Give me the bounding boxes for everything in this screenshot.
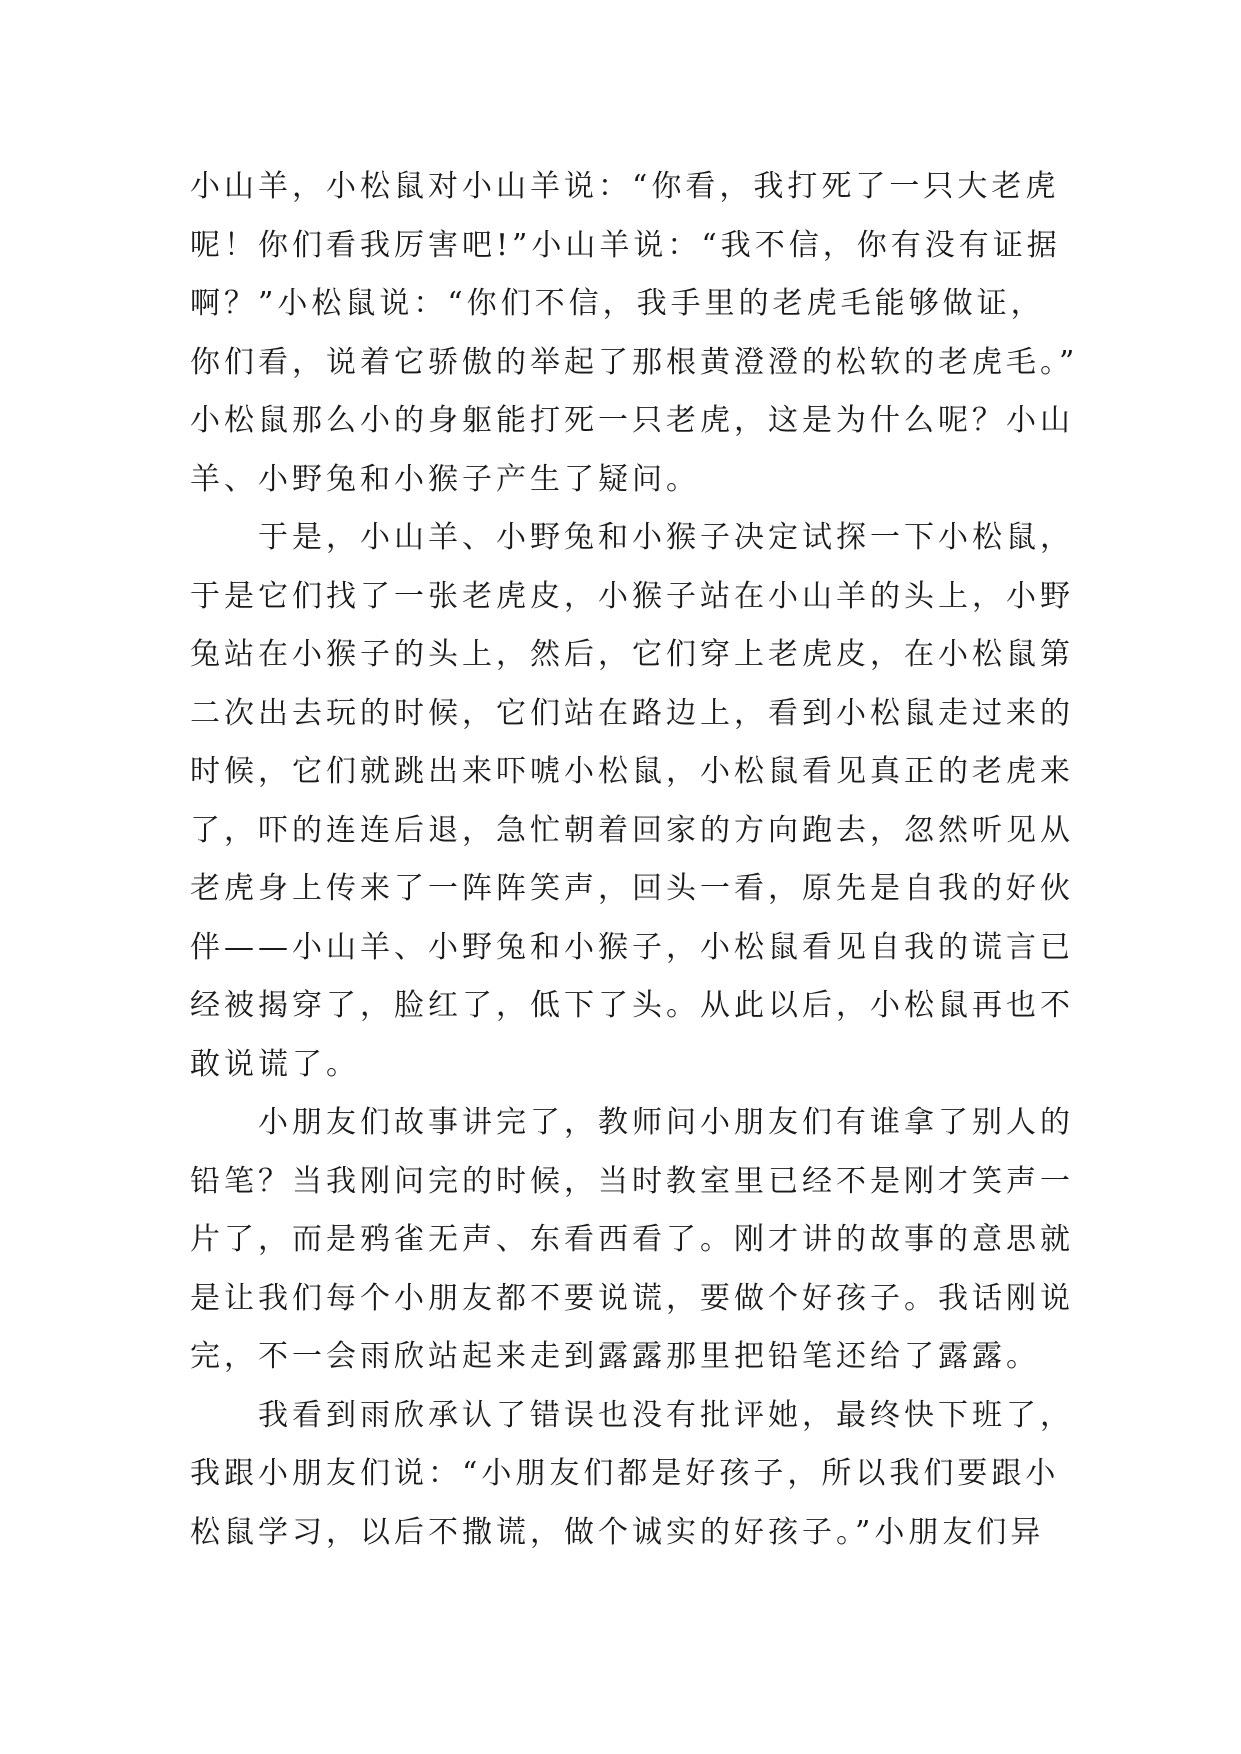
text-line: 羊、小野兔和小猴子产生了疑问。 [190,461,700,497]
text-line: 呢！你们看我厉害吧!”小山羊说：“我不信，你有没有证据 [190,227,1061,263]
text-line: 伴——小山羊、小野兔和小猴子，小松鼠看见自我的谎言已 [190,929,1074,965]
text-line: 了，吓的连连后退，急忙朝着回家的方向跑去，忽然听见从 [190,812,1074,848]
text-line: 二次出去玩的时候，它们站在路边上，看到小松鼠走过来的 [190,695,1074,731]
text-line: 片了，而是鸦雀无声、东看西看了。刚才讲的故事的意思就 [190,1222,1074,1257]
text-line: 时候，它们就跳出来吓唬小松鼠，小松鼠看见真正的老虎来 [190,754,1074,789]
text-line: 是让我们每个小朋友都不要说谎，要做个好孩子。我话刚说 [190,1280,1074,1316]
paragraph-first-line: 于是，小山羊、小野兔和小猴子决定试探一下小松鼠， [258,520,1074,555]
text-line: 小松鼠那么小的身躯能打死一只老虎，这是为什么呢？小山 [190,403,1074,438]
text-line: 松鼠学习，以后不撒谎，做个诚实的好孩子。”小朋友们异 [190,1514,1045,1550]
text-line: 小山羊，小松鼠对小山羊说：“你看，我打死了一只大老虎 [190,169,1060,204]
text-line: 铅笔？当我刚问完的时候，当时教室里已经不是刚才笑声一 [190,1163,1074,1199]
text-line: 我跟小朋友们说：“小朋友们都是好孩子，所以我们要跟小 [190,1456,1060,1491]
text-line: 敢说谎了。 [190,1046,360,1082]
text-line: 你们看，说着它骄傲的举起了那根黄澄澄的松软的老虎毛。” [190,344,1079,380]
text-line: 经被揭穿了，脸红了，低下了头。从此以后，小松鼠再也不 [190,988,1074,1023]
text-line: 于是它们找了一张老虎皮，小猴子站在小山羊的头上，小野 [190,578,1074,614]
text-line: 完，不一会雨欣站起来走到露露那里把铅笔还给了露露。 [190,1339,1040,1374]
paragraph-first-line: 小朋友们故事讲完了，教师问小朋友们有谁拿了别人的 [258,1105,1074,1140]
paragraph-first-line: 我看到雨欣承认了错误也没有批评她，最终快下班了， [258,1397,1074,1433]
text-line: 啊？”小松鼠说：“你们不信，我手里的老虎毛能够做证， [190,286,1045,321]
text-line: 兔站在小猴子的头上，然后，它们穿上老虎皮，在小松鼠第 [190,637,1074,672]
body-text [190,158,1079,1562]
text-line: 老虎身上传来了一阵阵笑声，回头一看，原先是自我的好伙 [190,871,1074,906]
